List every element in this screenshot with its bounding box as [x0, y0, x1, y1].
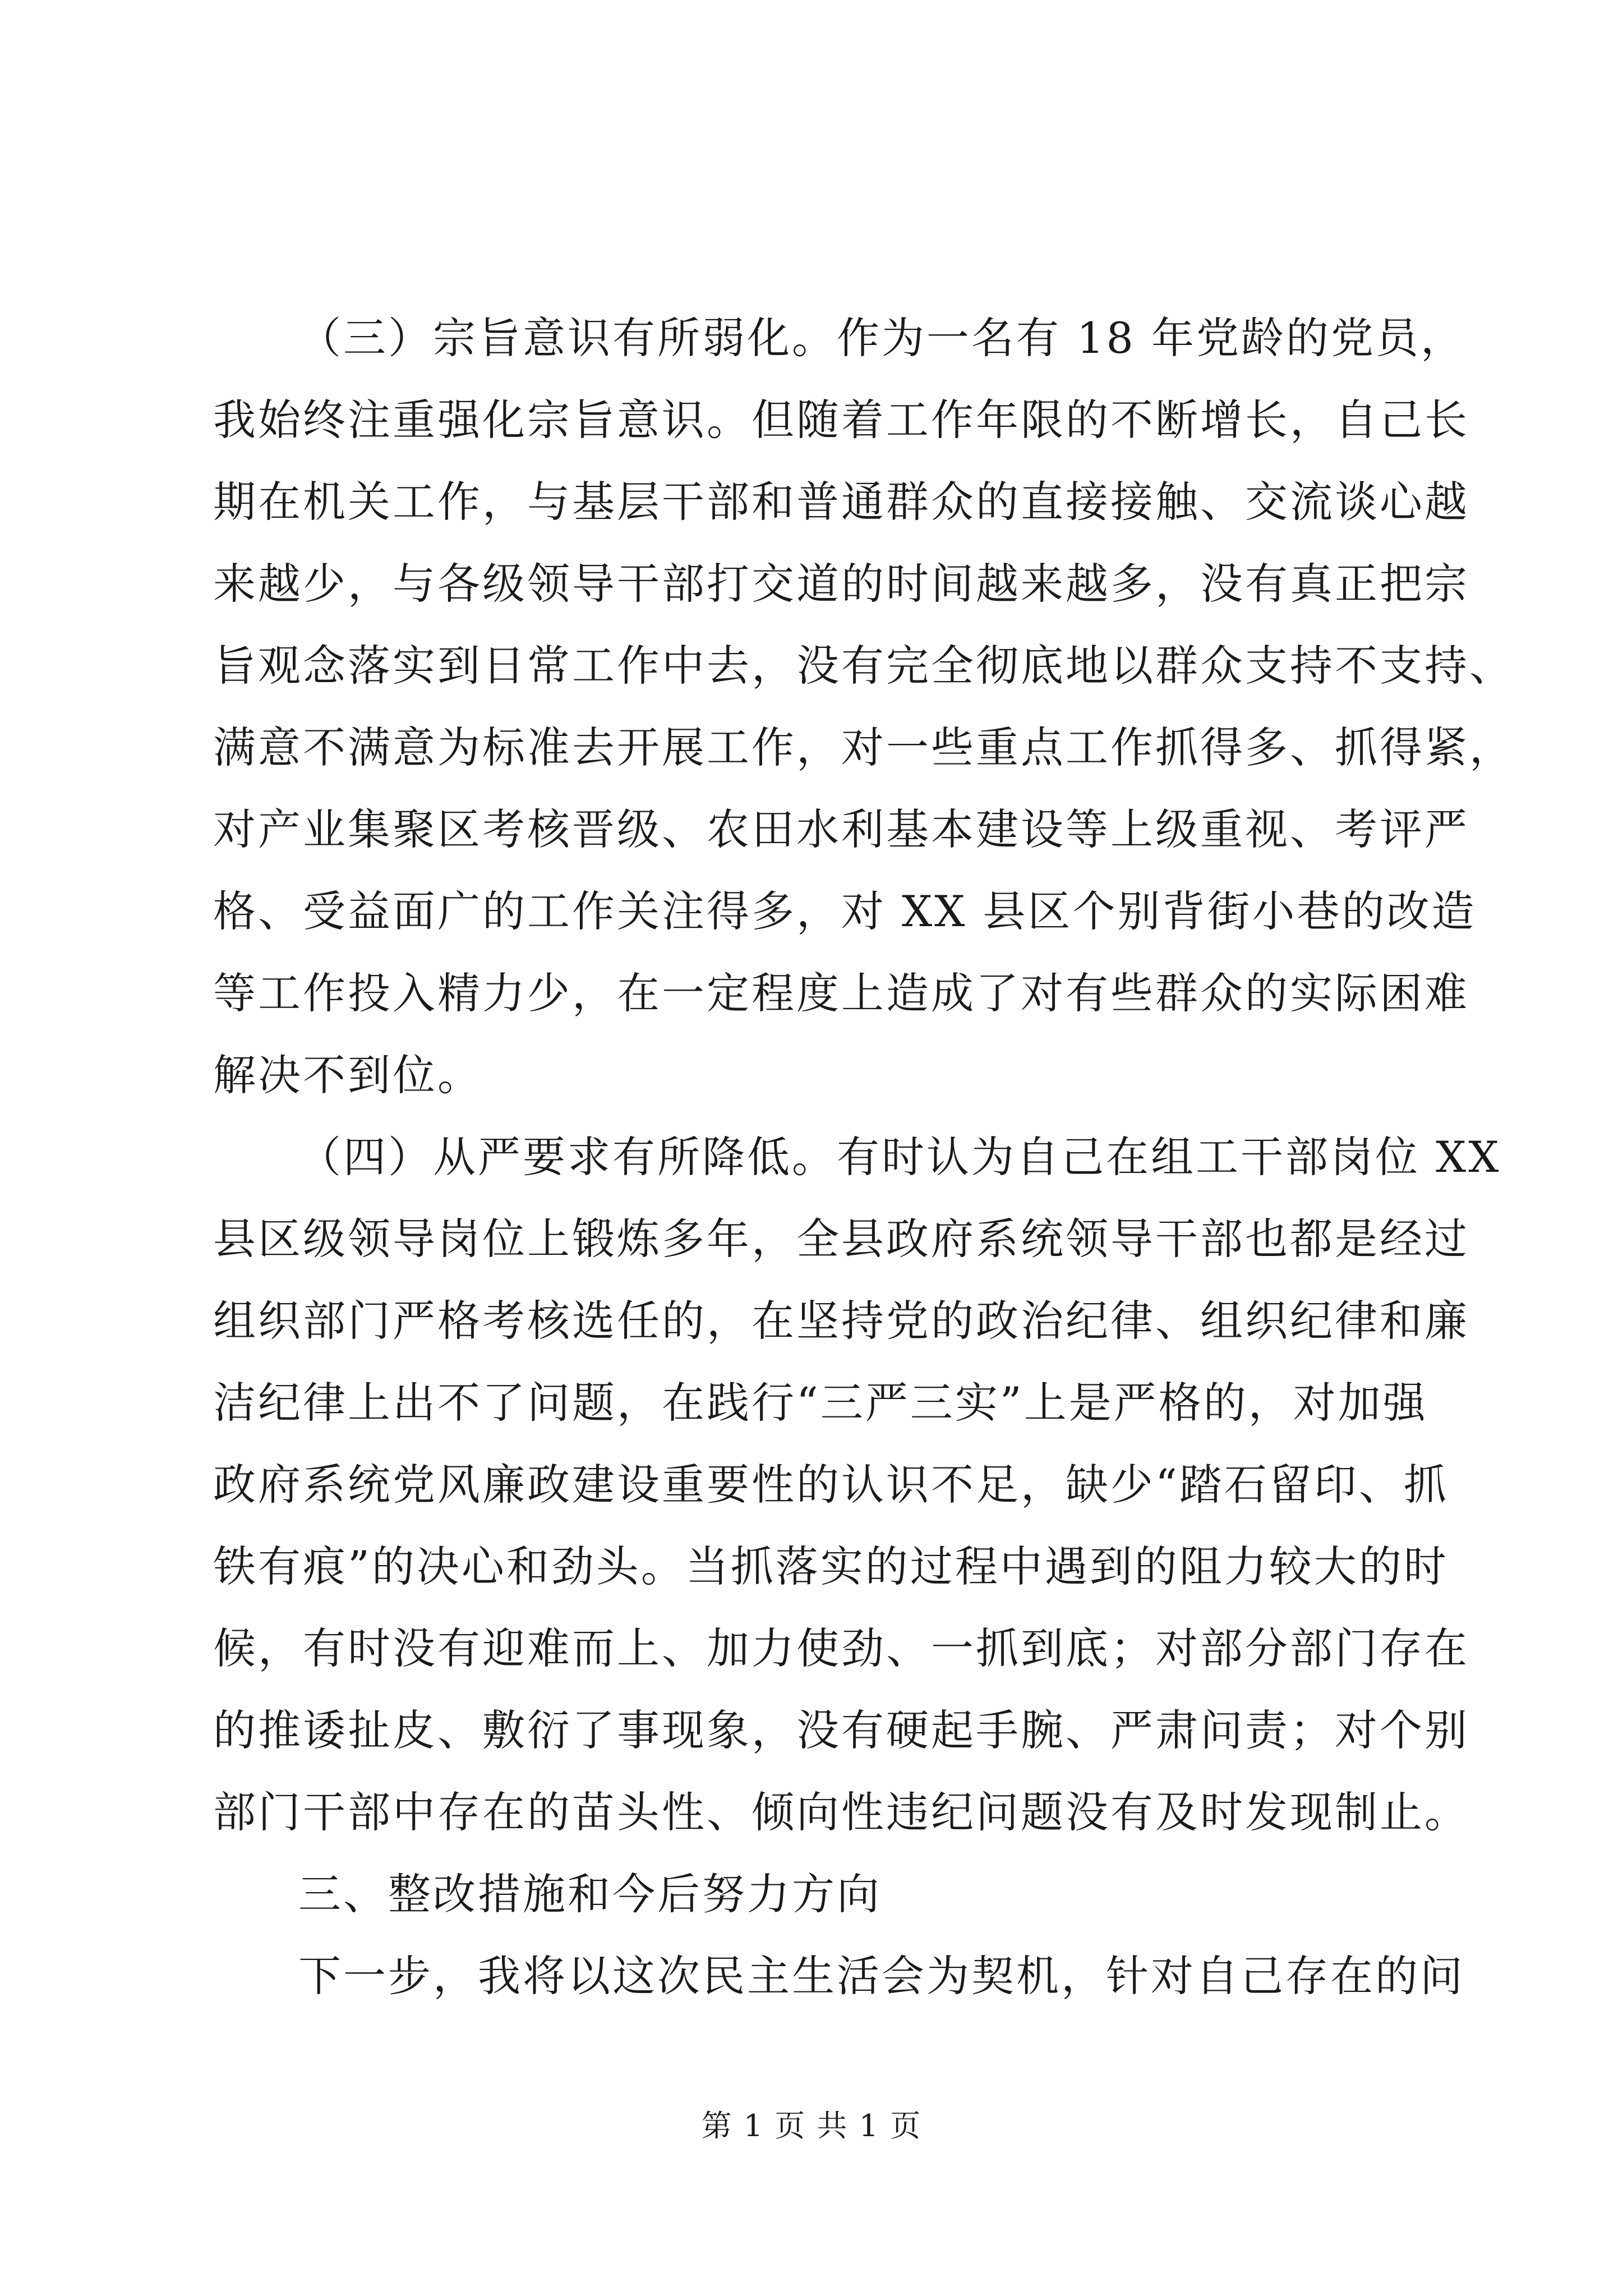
section-heading: 三、整改措施和今后努力方向: [298, 1869, 882, 1919]
paragraph-line: 旨观念落实到日常工作中去，没有完全彻底地以群众支持不支持、: [213, 641, 1514, 691]
paragraph-line: 解决不到位。: [213, 1050, 482, 1100]
paragraph-line: 期在机关工作，与基层干部和普通群众的直接接触、交流谈心越: [213, 477, 1469, 527]
document-body: [213, 297, 1514, 2017]
paragraph-line: 对产业集聚区考核晋级、农田水利基本建设等上级重视、考评严: [213, 804, 1469, 854]
paragraph-line: （四）从严要求有所降低。有时认为自己在组工干部岗位 XX: [298, 1132, 1501, 1182]
paragraph-line: 政府系统党风廉政建设重要性的认识不足，缺少“踏石留印、抓: [213, 1460, 1449, 1510]
paragraph-line: 下一步，我将以这次民主生活会为契机，针对自己存在的问: [298, 1951, 1465, 2001]
page-number-footer: 第 1 页 共 1 页: [701, 2108, 922, 2143]
paragraph-line: 铁有痕”的决心和劲头。当抓落实的过程中遇到的阻力较大的时: [213, 1542, 1449, 1591]
paragraph-line: 县区级领导岗位上锻炼多年，全县政府系统领导干部也都是经过: [213, 1214, 1469, 1264]
paragraph-line: 部门干部中存在的苗头性、倾向性违纪问题没有及时发现制止。: [213, 1787, 1469, 1837]
paragraph-line: 格、受益面广的工作关注得多，对 XX 县区个别背街小巷的改造: [213, 886, 1477, 936]
paragraph-line: 组织部门严格考核选任的，在坚持党的政治纪律、组织纪律和廉: [213, 1296, 1469, 1346]
paragraph-line: 候，有时没有迎难而上、加力使劲、一抓到底；对部分部门存在: [213, 1623, 1469, 1673]
paragraph-line: 等工作投入精力少，在一定程度上造成了对有些群众的实际困难: [213, 968, 1469, 1018]
paragraph-line: 来越少，与各级领导干部打交道的时间越来越多，没有真正把宗: [213, 559, 1469, 609]
paragraph-line: 我始终注重强化宗旨意识。但随着工作年限的不断增长，自己长: [213, 395, 1469, 445]
paragraph-line: 满意不满意为标准去开展工作，对一些重点工作抓得多、抓得紧，: [213, 723, 1514, 772]
paragraph-line: （三）宗旨意识有所弱化。作为一名有 18 年党龄的党员，: [298, 313, 1466, 363]
paragraph-line: 的推诿扯皮、敷衍了事现象，没有硬起手腕、严肃问责；对个别: [213, 1705, 1469, 1755]
paragraph-line: 洁纪律上出不了问题，在践行“三严三实”上是严格的，对加强: [213, 1378, 1428, 1428]
